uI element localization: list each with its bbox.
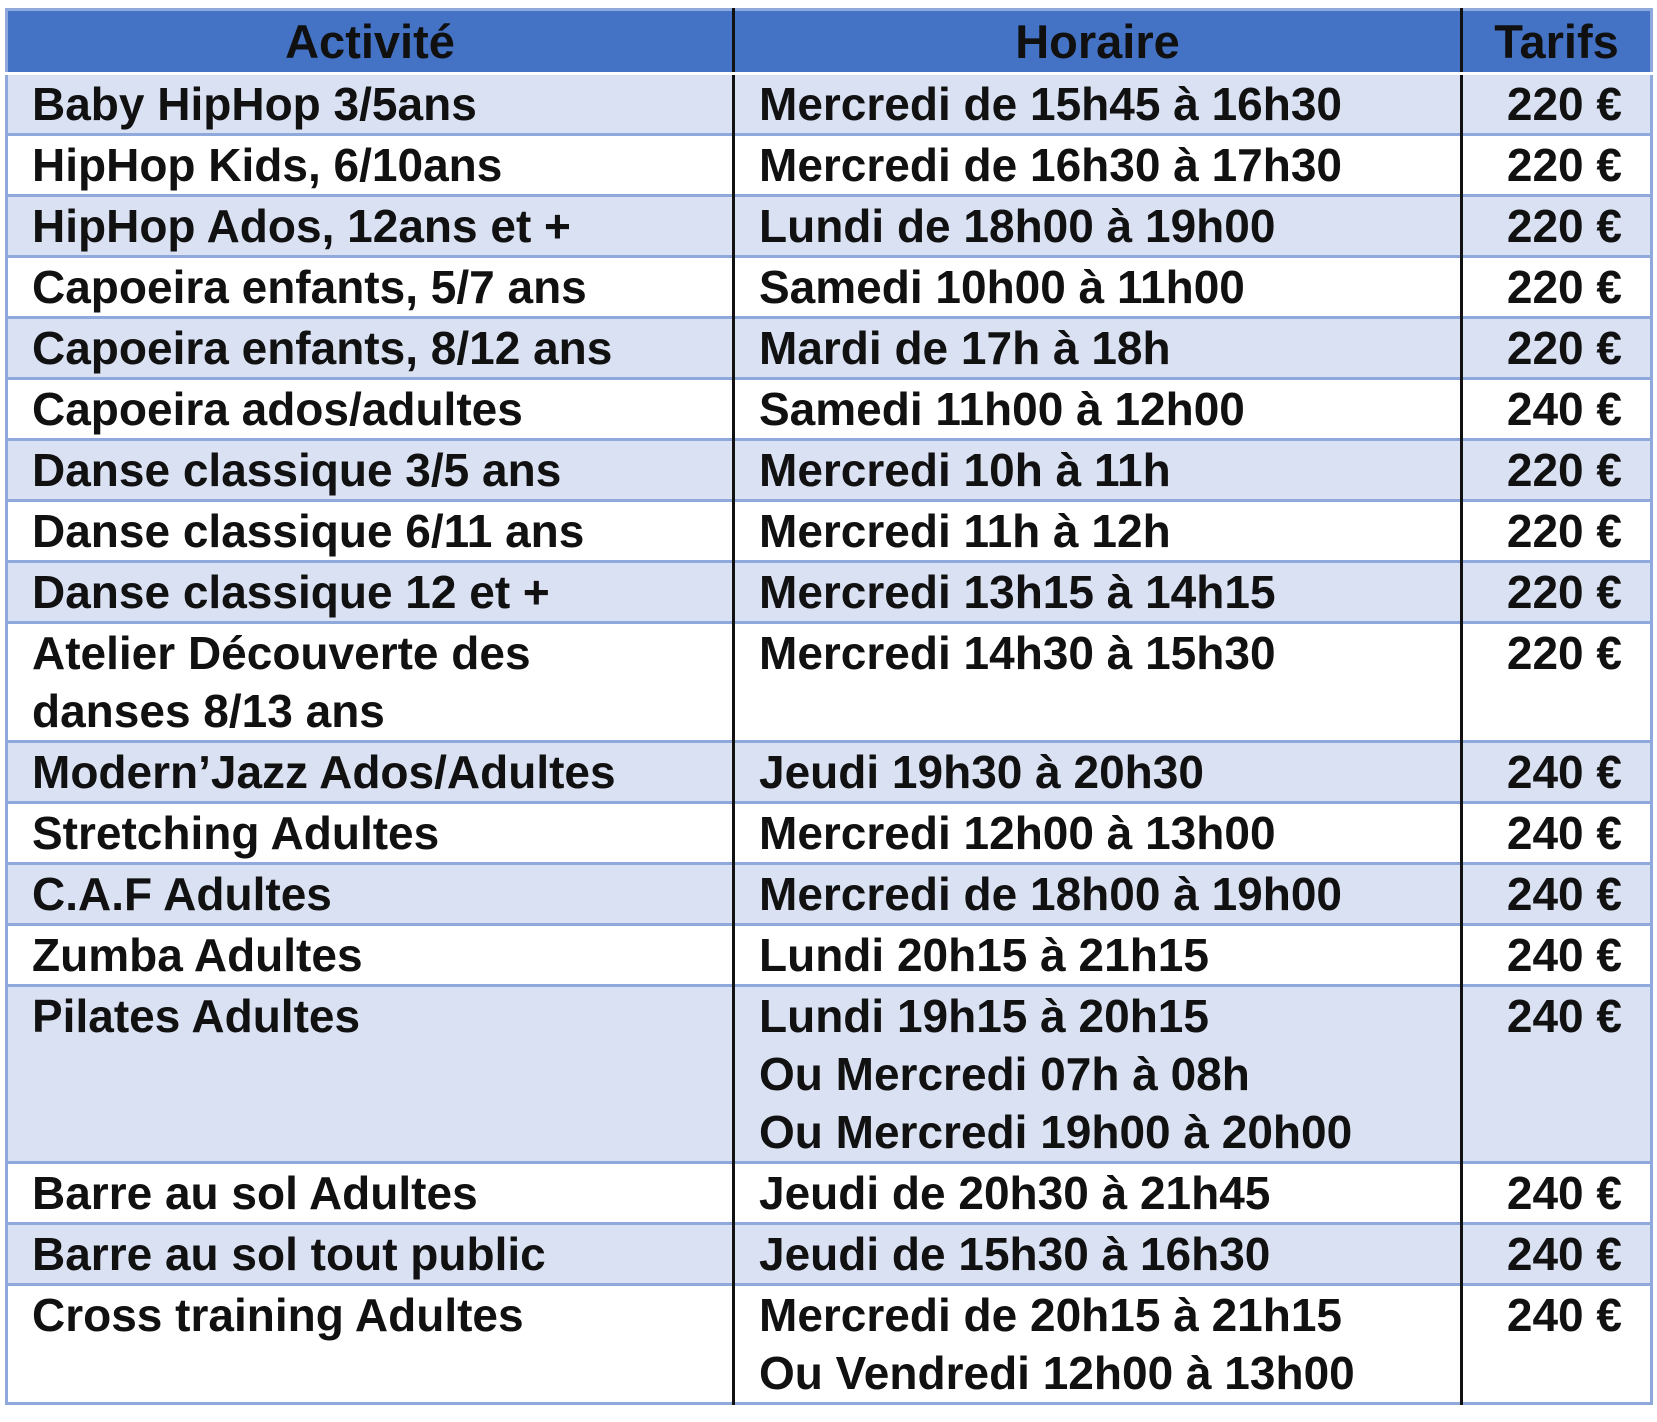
schedule-cell xyxy=(734,257,1462,318)
activity-cell xyxy=(7,742,734,803)
activity-cell xyxy=(7,562,734,623)
schedule-cell-line: Lundi 19h15 à 20h15 xyxy=(759,990,1209,1042)
activity-cell-line: Zumba Adultes xyxy=(32,929,363,981)
table-row xyxy=(7,501,1652,562)
price-cell: 240 € xyxy=(1462,925,1652,986)
price-cell: 240 € xyxy=(1462,864,1652,925)
price-cell: 220 € xyxy=(1462,623,1652,742)
schedule-cell xyxy=(734,318,1462,379)
price-cell: 220 € xyxy=(1462,501,1652,562)
schedule-cell-line: Mercredi 13h15 à 14h15 xyxy=(759,566,1276,618)
activity-cell-line: Danse classique 6/11 ans xyxy=(32,505,585,557)
activity-cell-line: danses 8/13 ans xyxy=(32,685,385,737)
activity-cell xyxy=(7,196,734,257)
price-cell: 220 € xyxy=(1462,318,1652,379)
header-price: Tarifs xyxy=(1462,10,1652,74)
activity-cell-line: Barre au sol tout public xyxy=(32,1228,546,1280)
activity-cell-line: Barre au sol Adultes xyxy=(32,1167,478,1219)
schedule-cell xyxy=(734,1163,1462,1224)
schedule-cell xyxy=(734,440,1462,501)
schedule-cell-line: Mercredi 11h à 12h xyxy=(759,505,1171,557)
table-row xyxy=(7,803,1652,864)
schedule-cell xyxy=(734,196,1462,257)
activity-cell-line: HipHop Kids, 6/10ans xyxy=(32,139,503,191)
activity-cell-line: Danse classique 3/5 ans xyxy=(32,444,562,496)
price-cell: 220 € xyxy=(1462,562,1652,623)
activity-cell xyxy=(7,1163,734,1224)
schedule-cell-line: Jeudi 19h30 à 20h30 xyxy=(759,746,1204,798)
table-row xyxy=(7,196,1652,257)
schedule-cell xyxy=(734,803,1462,864)
price-cell: 220 € xyxy=(1462,440,1652,501)
activity-cell xyxy=(7,864,734,925)
schedule-cell xyxy=(734,501,1462,562)
price-cell: 240 € xyxy=(1462,1285,1652,1404)
activity-cell-line: Modern’Jazz Ados/Adultes xyxy=(32,746,616,798)
activity-cell xyxy=(7,318,734,379)
schedule-cell-line: Lundi 20h15 à 21h15 xyxy=(759,929,1209,981)
schedule-cell-line: Samedi 11h00 à 12h00 xyxy=(759,383,1245,435)
schedule-cell-line: Mercredi 12h00 à 13h00 xyxy=(759,807,1276,859)
price-cell: 240 € xyxy=(1462,742,1652,803)
table-row xyxy=(7,623,1652,742)
schedule-cell xyxy=(734,986,1462,1163)
table-row xyxy=(7,318,1652,379)
schedule-cell-line: Mercredi de 18h00 à 19h00 xyxy=(759,868,1342,920)
schedule-cell-line: Ou Vendredi 12h00 à 13h00 xyxy=(759,1347,1355,1399)
activity-cell-line: HipHop Ados, 12ans et + xyxy=(32,200,571,252)
header-row xyxy=(7,10,1652,74)
schedule-cell-line: Ou Mercredi 19h00 à 20h00 xyxy=(759,1106,1353,1158)
activity-cell-line: C.A.F Adultes xyxy=(32,868,332,920)
table-row xyxy=(7,440,1652,501)
schedule-cell-line: Mercredi de 20h15 à 21h15 xyxy=(759,1289,1342,1341)
activity-cell xyxy=(7,803,734,864)
header-schedule: Horaire xyxy=(734,10,1462,74)
activity-cell-line: Danse classique 12 et + xyxy=(32,566,550,618)
table-row xyxy=(7,986,1652,1163)
header-activity: Activité xyxy=(7,10,734,74)
schedule-cell xyxy=(734,623,1462,742)
schedule-cell xyxy=(734,1224,1462,1285)
table-row xyxy=(7,925,1652,986)
activity-cell xyxy=(7,1224,734,1285)
activity-cell xyxy=(7,257,734,318)
schedule-cell xyxy=(734,74,1462,135)
activity-cell xyxy=(7,925,734,986)
activity-cell-line: Capoeira ados/adultes xyxy=(32,383,523,435)
table-row xyxy=(7,864,1652,925)
activity-cell xyxy=(7,135,734,196)
activities-table xyxy=(5,8,1653,1405)
activity-cell xyxy=(7,986,734,1163)
activity-cell xyxy=(7,1285,734,1404)
schedule-cell xyxy=(734,562,1462,623)
price-cell: 240 € xyxy=(1462,803,1652,864)
activity-cell xyxy=(7,379,734,440)
schedule-cell-line: Lundi de 18h00 à 19h00 xyxy=(759,200,1276,252)
schedule-cell-line: Jeudi de 20h30 à 21h45 xyxy=(759,1167,1271,1219)
activity-cell xyxy=(7,74,734,135)
activity-cell-line: Cross training Adultes xyxy=(32,1289,524,1341)
activity-cell xyxy=(7,501,734,562)
activity-cell-line: Atelier Découverte des xyxy=(32,627,531,679)
activity-cell-line: Capoeira enfants, 5/7 ans xyxy=(32,261,587,313)
price-cell: 220 € xyxy=(1462,257,1652,318)
table-row xyxy=(7,257,1652,318)
table-row xyxy=(7,1285,1652,1404)
activity-cell xyxy=(7,623,734,742)
price-cell: 220 € xyxy=(1462,135,1652,196)
schedule-cell-line: Jeudi de 15h30 à 16h30 xyxy=(759,1228,1271,1280)
schedule-cell xyxy=(734,742,1462,803)
schedule-cell-line: Samedi 10h00 à 11h00 xyxy=(759,261,1245,313)
table-row xyxy=(7,742,1652,803)
price-cell: 240 € xyxy=(1462,1224,1652,1285)
table-row xyxy=(7,1163,1652,1224)
table-row xyxy=(7,1224,1652,1285)
activity-cell-line: Baby HipHop 3/5ans xyxy=(32,78,477,130)
activity-cell xyxy=(7,440,734,501)
schedule-cell xyxy=(734,925,1462,986)
activity-cell-line: Capoeira enfants, 8/12 ans xyxy=(32,322,613,374)
schedule-cell-line: Ou Mercredi 07h à 08h xyxy=(759,1048,1250,1100)
price-cell: 240 € xyxy=(1462,1163,1652,1224)
schedule-cell-line: Mercredi 14h30 à 15h30 xyxy=(759,627,1276,679)
price-cell: 240 € xyxy=(1462,379,1652,440)
table-row xyxy=(7,135,1652,196)
schedule-cell-line: Mardi de 17h à 18h xyxy=(759,322,1171,374)
schedule-cell xyxy=(734,1285,1462,1404)
schedule-cell-line: Mercredi 10h à 11h xyxy=(759,444,1171,496)
price-cell: 220 € xyxy=(1462,74,1652,135)
table-row xyxy=(7,379,1652,440)
schedule-cell-line: Mercredi de 15h45 à 16h30 xyxy=(759,78,1342,130)
schedule-cell xyxy=(734,135,1462,196)
schedule-cell xyxy=(734,379,1462,440)
activity-cell-line: Pilates Adultes xyxy=(32,990,361,1042)
table-row xyxy=(7,562,1652,623)
schedule-cell xyxy=(734,864,1462,925)
activity-cell-line: Stretching Adultes xyxy=(32,807,440,859)
price-cell: 220 € xyxy=(1462,196,1652,257)
table-row xyxy=(7,74,1652,135)
price-cell: 240 € xyxy=(1462,986,1652,1163)
schedule-cell-line: Mercredi de 16h30 à 17h30 xyxy=(759,139,1342,191)
